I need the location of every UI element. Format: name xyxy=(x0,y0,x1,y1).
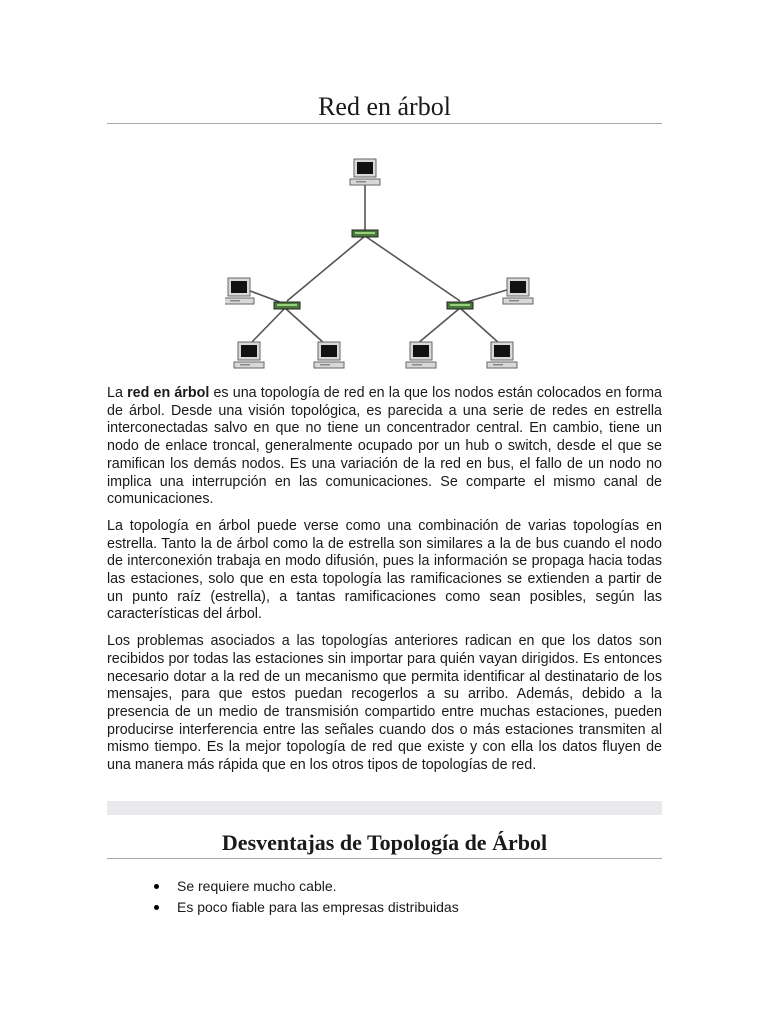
computer-icon xyxy=(314,342,344,368)
disadvantages-list xyxy=(152,876,632,918)
list-item xyxy=(152,876,632,897)
paragraph-1-prefix: La xyxy=(107,385,128,401)
list-item xyxy=(152,897,632,918)
document-page xyxy=(107,0,662,915)
bullet-icon xyxy=(154,905,159,910)
paragraph-1-text: es una topología de red en la que los nodos están colocados en forma de árbol. Desde una visión topológica, es parecida a una serie de redes en estrella interconectadas salvo en que no tiene un concentrador central. En cambio, tiene un nodo de enlace troncal, generalmente ocupado por un hub o switch, desde el que se ramifican los demás nodos. Es una variación de la red en bus, el fallo de un nodo no implica una interrupción en las comunicaciones. Se comparte el mismo canal de comunicaciones. xyxy=(107,385,662,508)
page-title: Red en árbol xyxy=(318,92,451,121)
computer-icon xyxy=(225,278,254,304)
computer-icon xyxy=(350,159,380,185)
computer-icon xyxy=(234,342,264,368)
switch-icon xyxy=(274,302,300,309)
tree-topology-diagram xyxy=(225,156,545,371)
computer-icon xyxy=(406,342,436,368)
bold-term: red en árbol xyxy=(127,385,210,401)
computer-icon xyxy=(487,342,517,368)
paragraph-3: Los problemas asociados a las topologías anteriores radican en que los datos son recibidos por todas las estaciones sin importar para quién vayan dirigidos. Es entonces necesario dotar a la red de un mecanismo que permita identificar al destinatario de los mensajes, para que estos puedan recogerlos a su arribo. Además, debido a la presencia de un medio de transmisión compartido entre muchas estaciones, pueden producirse interferencia entre las señales cuando dos o más estaciones transmiten al mismo tiempo. Es la mejor topología de red que existe y con ella los datos fluyen de una manera más rápida que en los otros tipos de topologías de red. xyxy=(107,633,662,774)
title-divider xyxy=(107,123,662,124)
computer-icon xyxy=(503,278,533,304)
section-separator xyxy=(107,801,662,815)
paragraph-2: La topología en árbol puede verse como una combinación de varias topologías en estrella. Tanto la de árbol como la de estrella son similares a la de bus cuando el nodo de interconexión trabaja en modo difusión, pues la información se propaga hacia todas las estaciones, solo que en esta topología las ramificaciones se extienden a partir de un punto raíz (estrella), a tantas ramificaciones como sean posibles, según las características del árbol. xyxy=(107,517,662,623)
section-divider xyxy=(107,858,662,859)
paragraph-1 xyxy=(107,385,662,509)
cables xyxy=(245,182,510,344)
list-item-text: Se requiere mucho cable. xyxy=(177,878,337,894)
switch-icon xyxy=(447,302,473,309)
switch-icon xyxy=(352,230,378,237)
section-heading: Desventajas de Topología de Árbol xyxy=(221,830,548,855)
list-item-text: Es poco fiable para las empresas distribuidas xyxy=(177,899,459,915)
bullet-icon xyxy=(154,884,159,889)
article-body xyxy=(107,385,662,784)
